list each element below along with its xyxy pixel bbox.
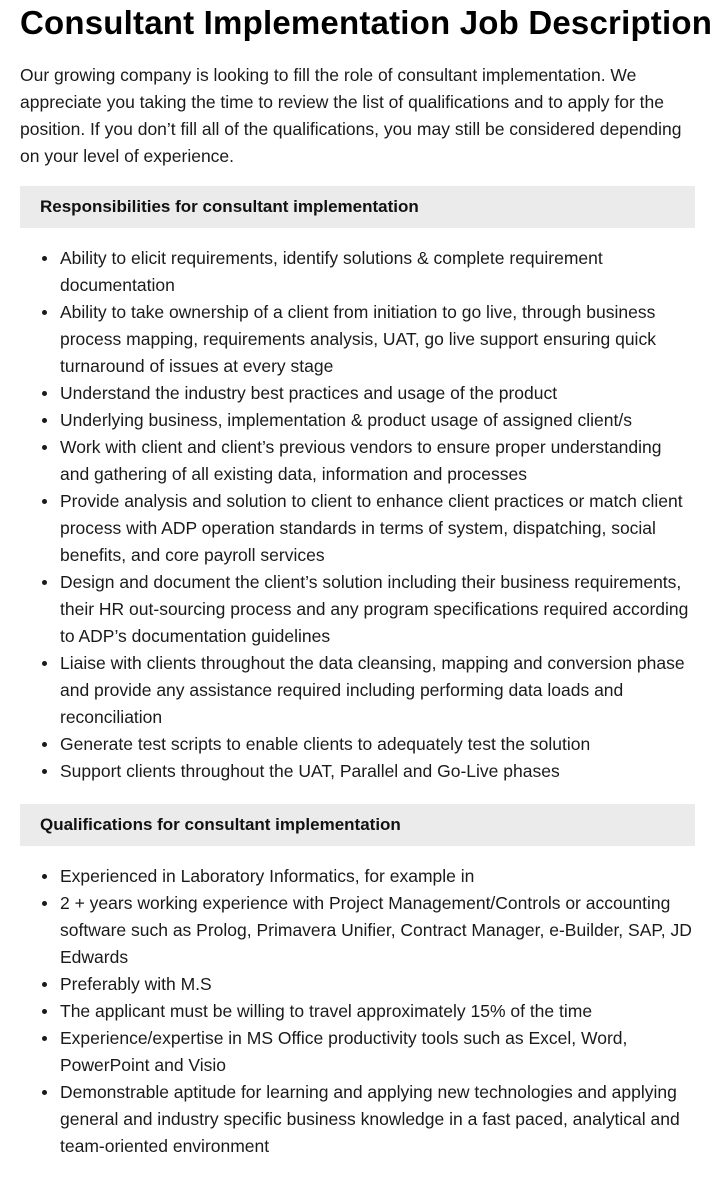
list-item-text: The applicant must be willing to travel approximately 15% of the time — [60, 1001, 593, 1021]
list-item — [60, 434, 695, 488]
list-item — [60, 890, 695, 971]
list-item — [60, 731, 695, 758]
bullet-icon — [42, 499, 47, 504]
list-item — [60, 380, 695, 407]
list-item — [60, 1025, 695, 1079]
bullet-icon — [42, 1090, 47, 1095]
list-item-text: Ability to elicit requirements, identify solutions & complete requirement documentation — [60, 248, 603, 295]
qualifications-heading: Qualifications for consultant implementation — [20, 804, 695, 846]
bullet-icon — [42, 256, 47, 261]
bullet-icon — [42, 1009, 47, 1014]
bullet-icon — [42, 769, 47, 774]
list-item-text: Liaise with clients throughout the data cleansing, mapping and conversion phase and provide any assistance required including performing data loads and reconciliation — [60, 653, 685, 727]
bullet-icon — [42, 418, 47, 423]
bullet-icon — [42, 901, 47, 906]
list-item-text: Demonstrable aptitude for learning and applying new technologies and applying general and industry specific business knowledge in a fast paced, analytical and team-oriented environment — [60, 1082, 680, 1156]
intro-paragraph: Our growing company is looking to fill the role of consultant implementation. We appreciate you taking the time to review the list of qualifications and to apply for the position. If you don’t fill all of the qualifications, you may still be considered depending on your level of experience. — [20, 65, 682, 166]
list-item-text: Work with client and client’s previous vendors to ensure proper understanding and gathering of all existing data, information and processes — [60, 437, 662, 484]
list-item — [60, 245, 695, 299]
qualifications-list — [20, 863, 695, 1160]
bullet-icon — [42, 1036, 47, 1041]
bullet-icon — [42, 580, 47, 585]
list-item-text: Design and document the client’s solution including their business requirements, their HR out-sourcing process and any program specifications required according to ADP’s documentation guidelines — [60, 572, 689, 646]
list-item — [60, 650, 695, 731]
list-item — [60, 863, 695, 890]
bullet-icon — [42, 391, 47, 396]
bullet-icon — [42, 742, 47, 747]
list-item-text: Underlying business, implementation & product usage of assigned client/s — [60, 410, 632, 430]
list-item — [60, 971, 695, 998]
responsibilities-list — [20, 245, 695, 785]
list-item — [60, 299, 695, 380]
page-title: Consultant Implementation Job Description — [20, 4, 713, 41]
list-item-text: Understand the industry best practices and usage of the product — [60, 383, 558, 403]
list-item-text: Experience/expertise in MS Office productivity tools such as Excel, Word, PowerPoint and Visio — [60, 1028, 628, 1075]
list-item-text: Support clients throughout the UAT, Parallel and Go-Live phases — [60, 761, 560, 781]
list-item — [60, 488, 695, 569]
list-item-text: Provide analysis and solution to client to enhance client practices or match client process with ADP operation standards in terms of system, dispatching, social benefits, and core payroll services — [60, 491, 683, 565]
bullet-icon — [42, 661, 47, 666]
list-item-text: Experienced in Laboratory Informatics, for example in — [60, 866, 475, 886]
bullet-icon — [42, 310, 47, 315]
bullet-icon — [42, 874, 47, 879]
list-item-text: Generate test scripts to enable clients to adequately test the solution — [60, 734, 591, 754]
list-item-text: Preferably with M.S — [60, 974, 212, 994]
list-item-text: 2 + years working experience with Project Management/Controls or accounting software such as Prolog, Primavera Unifier, Contract Manager, e-Builder, SAP, JD Edwards — [60, 893, 692, 967]
bullet-icon — [42, 445, 47, 450]
list-item — [60, 569, 695, 650]
list-item — [60, 1079, 695, 1160]
list-item — [60, 407, 695, 434]
list-item — [60, 998, 695, 1025]
list-item-text: Ability to take ownership of a client from initiation to go live, through business process mapping, requirements analysis, UAT, go live support ensuring quick turnaround of issues at every stage — [60, 302, 656, 376]
list-item — [60, 758, 695, 785]
responsibilities-heading: Responsibilities for consultant implementation — [20, 186, 695, 228]
bullet-icon — [42, 982, 47, 987]
